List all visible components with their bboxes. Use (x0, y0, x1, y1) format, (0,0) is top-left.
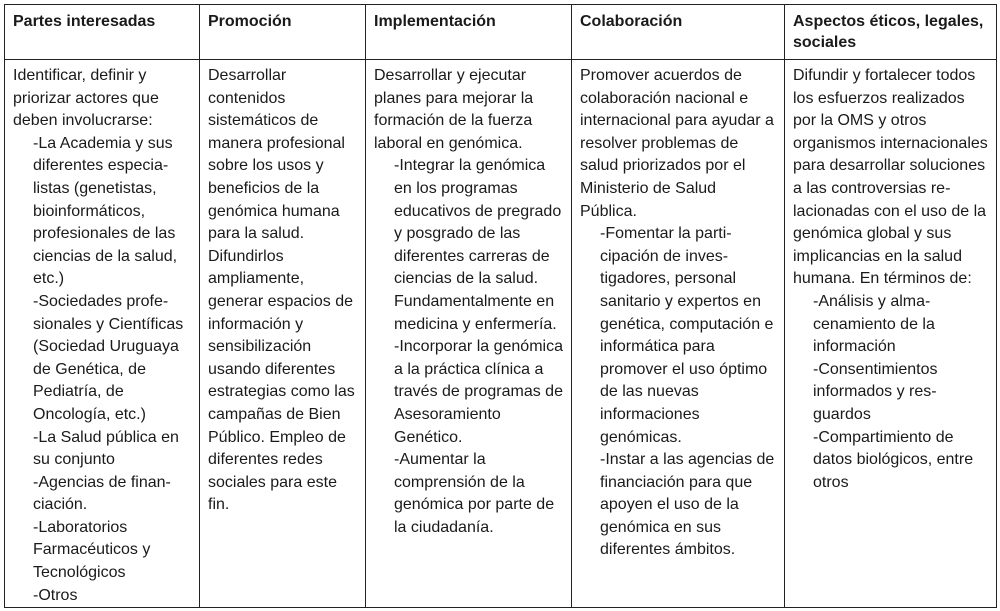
aspectos-list (793, 291, 988, 494)
list-item: -Sociedades profesionales y Científicas (Sociedad Uruguaya de Genética, de Pediatría, de Oncología, etc.) (33, 292, 184, 423)
header-partes-interesadas: Partes interesadas (5, 5, 200, 60)
colaboracion-list (580, 223, 776, 562)
implementacion-intro: Desarrollar y ejecutar planes para mejorar la formación de la fuerza laboral en genómica. (374, 67, 534, 152)
list-item: -La Academia y sus diferentes especialistas (genetistas, bioinformáticos, profesionales de las ciencias de la salud, etc.) (33, 134, 178, 288)
header-colaboracion: Colaboración (572, 5, 785, 60)
cell-promocion (200, 60, 366, 608)
aspectos-intro: Difundir y fortalecer todos los esfuerzos realizados por la OMS y otros organismos internacionales para desarrollar soluciones a las controversias relacionadas con el uso de la genómica global y sus implicancias en la salud humana. En términos de: (793, 67, 988, 288)
header-promocion: Promoción (200, 5, 366, 60)
list-item: -Laboratorios Farmacéuticos y Tecnológicos (33, 518, 151, 582)
list-item: -Otros (33, 586, 78, 604)
cell-colaboracion (572, 60, 785, 608)
list-item: -Incorporar la genómica a la práctica clínica a través de programas de Asesoramiento Genético. (394, 338, 563, 446)
colaboracion-intro: Promover acuerdos de colaboración nacional e internacional para ayudar a resolver problemas de salud priorizados por el Ministerio de Salud Pública. (580, 67, 774, 220)
header-implementacion: Implementación (366, 5, 572, 60)
list-item: -Integrar la genómica en los programas educativos de pregrado y posgrado de las diferentes carreras de ciencias de la salud. Fundamentalmente en medicina y enfermería. (394, 157, 562, 333)
strategy-table (4, 4, 997, 608)
list-item: -Consentimientos informados y resguardos (813, 360, 938, 423)
promocion-text: Desarrollar contenidos sistemáticos de manera profesional sobre los usos y beneficios de la genómica humana para la salud. Difundirlos ampliamente, generar espacios de información y sensibilización usando diferentes estrategias como las campañas de Bien Público. Empleo de diferentes redes sociales para este fin. (208, 67, 355, 514)
list-item: -La Salud pública en su conjunto (33, 428, 179, 469)
partes-list (13, 133, 191, 607)
list-item: -Agencias de financiación. (33, 473, 171, 514)
list-item: -Fomentar la participación de investigadores, personal sanitario y expertos en genética, computación e informática para promover el uso óptimo de las nuevas informaciones genómicas. (600, 225, 774, 446)
cell-aspectos-eticos (785, 60, 997, 608)
cell-implementacion (366, 60, 572, 608)
header-row (5, 5, 997, 60)
partes-intro: Identificar, definir y priorizar actores que deben involucrarse: (13, 67, 159, 130)
list-item: -Análisis y almacenamiento de la información (813, 292, 935, 356)
content-row (5, 60, 997, 608)
header-aspectos-eticos: Aspectos éticos, legales, sociales (785, 5, 997, 60)
list-item: -Aumentar la comprensión de la genómica por parte de la ciudadanía. (394, 451, 555, 536)
implementacion-list (374, 155, 563, 539)
list-item: -Instar a las agencias de financiación para que apoyen el uso de la genómica en sus diferentes ámbitos. (600, 451, 775, 559)
list-item: -Compartimiento de datos biológicos, entre otros (813, 428, 974, 491)
cell-partes-interesadas (5, 60, 200, 608)
